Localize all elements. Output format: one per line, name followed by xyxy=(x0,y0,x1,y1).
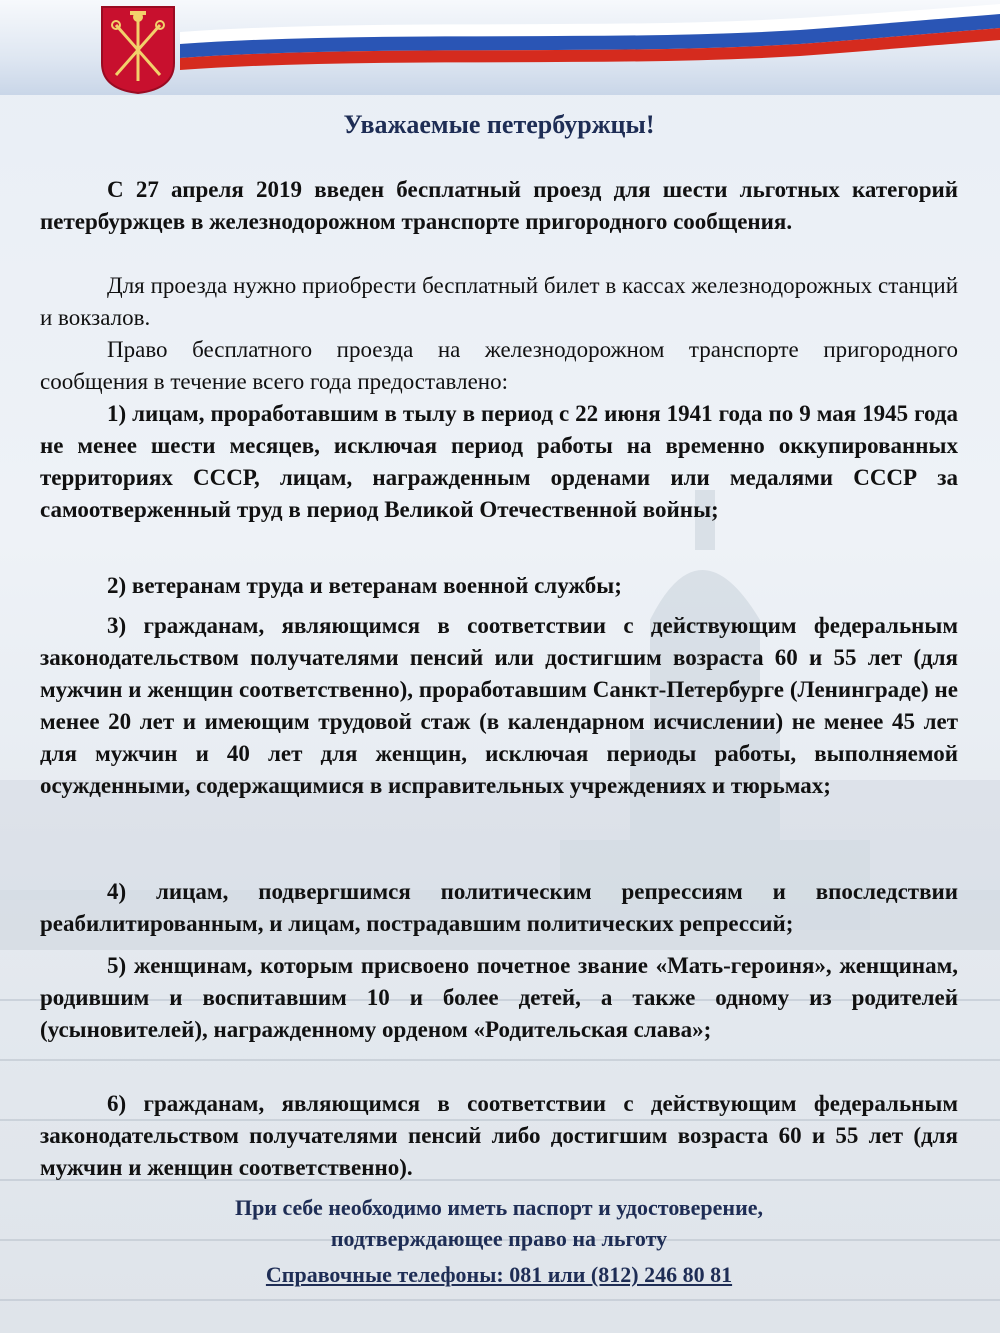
eligibility-paragraph: Право бесплатного проезда на железнодорожном транспорте пригородного сообщения в течение всего года предоставлено: xyxy=(40,337,958,394)
list-item: 1) лицам, проработавшим в тылу в период с 22 июня 1941 года по 9 мая 1945 года не менее шести месяцев, исключая период работы на временно оккупированных территориях СССР, лицам, награжденным орденами или медалями СССР за самоотверженный труд в период Великой Отечественной войны; xyxy=(40,401,958,522)
list-item: 6) гражданам, являющимся в соответствии с действующим федеральным законодательством получателями пенсий либо достигшим возраста 60 и 55 лет (для мужчин и женщин соответственно). xyxy=(40,1091,958,1180)
list-item: 3) гражданам, являющимся в соответствии с действующим федеральным законодательством получателями пенсий или достигшим возраста 60 и 55 лет (для мужчин и женщин соответственно), проработавшим Санкт-Петербурге (Ленинграде) не менее 20 лет и имеющим трудовой стаж (в календарном исчислении) не менее 45 лет для мужчин и 40 лет для женщин, исключая периоды работы, выполняемой осужденными, содержащимися в исправительных учреждениях и тюрьмах; xyxy=(40,613,958,798)
documents-note: При себе необходимо иметь паспорт и удостоверение, xyxy=(234,1195,764,1220)
reference-phones xyxy=(40,1260,958,1290)
list-item: 4) лицам, подвергшимся политическим репрессиям и впоследствии реабилитированным, и лицам, пострадавшим политических репрессий; xyxy=(40,879,958,936)
documents-note-continued: подтверждающее право на льготу xyxy=(330,1226,668,1251)
page-title: Уважаемые петербуржцы! xyxy=(343,110,655,139)
list-item: 5) женщинам, которым присвоено почетное звание «Мать-героиня», женщинам, родившим и воспитавшим 10 и более детей, а также одному из родителей (усыновителей), награжденному орденом «Родительская слава»; xyxy=(40,953,958,1042)
ticket-paragraph: Для проезда нужно приобрести бесплатный билет в кассах железнодорожных станций и вокзалов. xyxy=(40,273,958,330)
reference-phones-link[interactable]: Справочные телефоны: 081 или (812) 246 80 81 xyxy=(265,1262,733,1287)
saint-petersburg-coat-of-arms-icon xyxy=(100,5,176,95)
list-item: 2) ветеранам труда и ветеранам военной службы; xyxy=(107,573,622,598)
intro-paragraph: С 27 апреля 2019 введен бесплатный проезд для шести льготных категорий петербуржцев в железнодорожном транспорте пригородного сообщения. xyxy=(40,177,958,234)
